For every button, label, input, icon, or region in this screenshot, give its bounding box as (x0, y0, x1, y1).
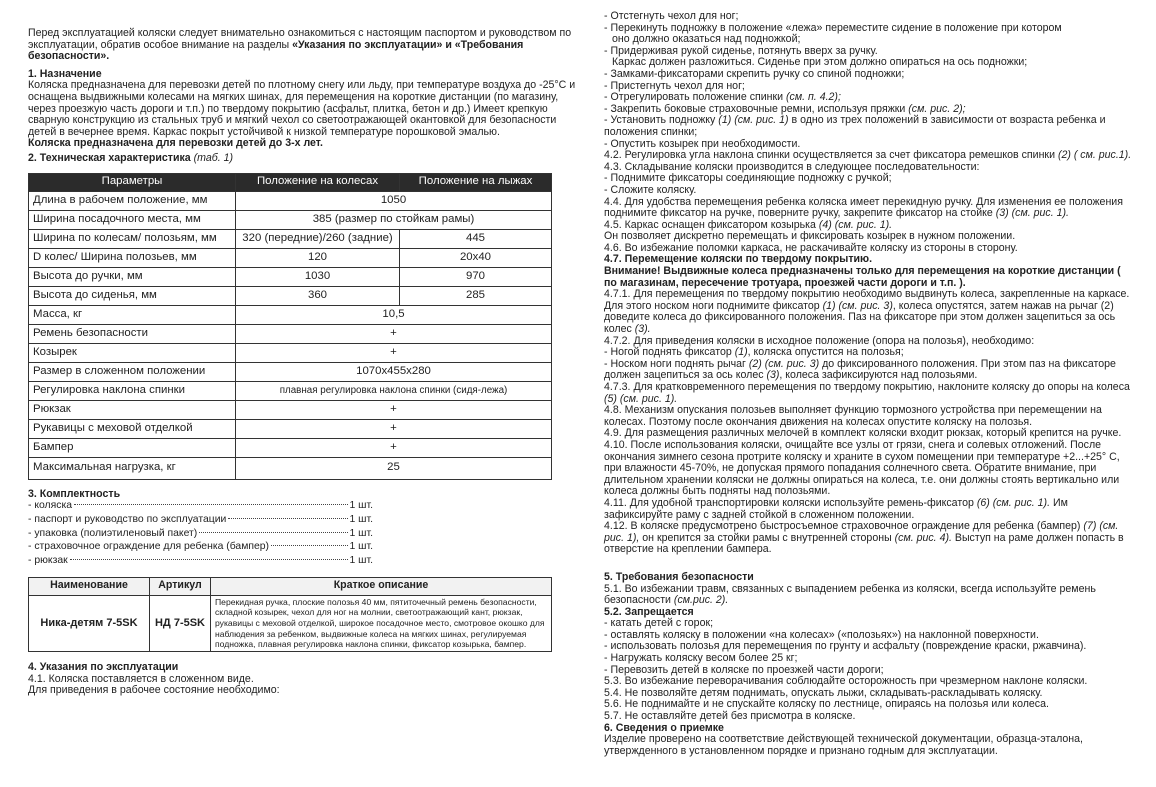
list-item: - использовать полозья для перемещения по грунту и асфальту (повреждение краски, ржавчина). (604, 640, 1087, 653)
list-item: - коляска 1 шт. (28, 500, 373, 512)
product-header-description: Краткое описание (211, 577, 552, 595)
section-5-title: 5. Требования безопасности (604, 570, 754, 583)
left-column (28, 28, 578, 697)
table-row: Регулировка наклона спинки плавная регулировка наклона спинки (сидя-лежа) (29, 381, 552, 400)
step-line: - Отстегнуть чехол для ног; (604, 10, 739, 22)
step-line: - Носком ноги поднять рычаг (2) (см. рис. 3) до фиксированного положения. При этом паз на фиксаторе должен зацепиться за ось колес (3), колеса зафиксируются над полозьями. (604, 357, 1116, 382)
product-header-article: Артикул (150, 577, 211, 595)
section-6-title: 6. Сведения о приемке (604, 721, 724, 734)
paragraph-4-3: 4.3. Складывание коляски производится в следующее последовательности: (604, 160, 980, 173)
table-row: Ширина посадочного места, мм 385 (размер по стойкам рамы) (29, 210, 552, 229)
list-item: - Нагружать коляску весом более 25 кг; (604, 652, 798, 665)
spec-table (28, 173, 552, 480)
step-line: - Замками-фиксаторами скрепить ручку со спиной подножки; (604, 67, 905, 80)
spec-table-header (29, 173, 552, 191)
step-line: оно должно оказаться над подножкой; (612, 33, 801, 46)
table-row: Размер в сложенном положении 1070x455x280 (29, 362, 552, 381)
product-description: Перекидная ручка, плоские полозья 40 мм, пятиточечный ремень безопасности, складной козырек, чехол для ног на молнии, светоотражающий кант, рюкзак, рукавицы с меховой отделкой, широкое посадочное место, смотровое окошко для наблюдения за ребенком, выдвижные колеса на мягких шинах, регулируемая подножка, плавная регулировка наклона спинки, фиксатор козырька, бампер. (211, 595, 552, 652)
paragraph-6: Изделие проверено на соответствие действующей технической документации, образца-эталона, утвержденного в установленном порядке и признано годным для эксплуатации. (604, 733, 1083, 757)
spec-header-wheels: Положение на колесах (236, 173, 400, 191)
product-header-name: Наименование (29, 577, 150, 595)
product-table (28, 577, 552, 653)
table-row: Ширина по колесам/ полозьям, мм 320 (передние)/260 (задние) 445 (29, 229, 552, 248)
table-row: Длина в рабочем положение, мм 1050 (29, 191, 552, 210)
paragraph-4-11: 4.11. Для удобной транспортировки коляски используйте ремень-фиксатор (6) (см. рис. 1). Им зафиксируйте раму с задней стойкой в сложенном положении. (604, 496, 1068, 521)
paragraph-5-6: 5.6. Не поднимайте и не спускайте коляску по лестнице, опираясь на полозья или колеса. (604, 698, 1049, 711)
section-1-bold: Коляска предназначена для перевозки детей до 3-х лет. (28, 137, 323, 150)
section-4-p2: Для приведения в рабочее состояние необходимо: (28, 684, 280, 697)
product-article: НД 7-5SK (150, 595, 211, 652)
paragraph-4-7-3: 4.7.3. Для кратковременного перемещения по твердому покрытию, наклоните коляску до опоры на колеса (5) (см. рис. 1). (604, 381, 1130, 405)
table-row: Высота до ручки, мм 1030 970 (29, 267, 552, 286)
paragraph-4-7-title: 4.7. Перемещение коляски по твердому покрытию. (604, 253, 873, 266)
paragraph-4-12: 4.12. В коляске предусмотрено быстросъемное страховочное ограждение для ребенка (бампер) (7) (см. рис. 1), он крепится за стойки рамы с внутренней стороны (см. рис. 4). Выступ на раме должен попасть в отверстие на креплении бампера. (604, 520, 1124, 556)
paragraph-4-10: 4.10. После использования коляски, очищайте все узлы от грязи, снега и солевых отложений. После окончания зимнего сезона протрите коляску и храните в сухом помещении при температуре +2...+25° С, при влажности 45-70%, не допуская прямого попадания солнечного света. Обратите внимание, при длительном хранении коляски не должны опираться на колеса, т.е. они должны стоять вертикально или колеса должны быть подняты над полозьями. (604, 438, 1120, 498)
spec-header-skis: Положение на лыжах (400, 173, 552, 191)
completeness-list (28, 500, 373, 568)
warning-text: Внимание! Выдвижные колеса предназначены только для перемещения на короткие дистанции ( по магазинам, пересечение тротуара, проезжей части дороги и т.п. ). (604, 265, 1121, 289)
paragraph-4-6: 4.6. Во избежание поломки каркаса, не раскачивайте коляску из стороны в сторону. (604, 241, 1018, 254)
paragraph-5-3: 5.3. Во избежание переворачивания соблюдайте осторожность при чрезмерном наклоне коляски. (604, 675, 1088, 688)
list-item: - страховочное ограждение для ребенка (бампер) 1 шт. (28, 541, 373, 553)
product-table-header (29, 577, 552, 595)
step-line: - Отрегулировать положение спинки (см. п. 4.2); (604, 91, 841, 104)
paragraph-5-1: 5.1. Во избежании травм, связанных с выпадением ребенка из коляски, всегда используйте ремень безопасности (см.рис. 2). (604, 582, 1096, 607)
section-4-p1: 4.1. Коляска поставляется в сложенном виде. (28, 672, 254, 685)
right-column (604, 11, 1132, 757)
spec-header-params: Параметры (29, 173, 236, 191)
table-row: Козырек + (29, 343, 552, 362)
section-5-2-title: 5.2. Запрещается (604, 605, 694, 618)
paragraph-4-4: 4.4. Для удобства перемещения ребенка коляска имеет перекидную ручку. Для изменения ее положения поднимите фиксатор на ручке, поверните ручку, закрепите фиксатор на стойке (3) (см. рис. 1). (604, 195, 1123, 220)
paragraph-4-8: 4.8. Механизм опускания полозьев выполняет функцию тормозного устройства при перемещении на колесах. Поэтому после окончания движения на колесах опустите коляску на полозья. (604, 404, 1102, 428)
table-row: Высота до сиденья, мм 360 285 (29, 286, 552, 305)
section-1-title: 1. Назначение (28, 67, 102, 80)
step-line: - Ногой поднять фиксатор (1), коляска опустится на полозья; (604, 346, 904, 359)
paragraph-4-7-1: 4.7.1. Для перемещения по твердому покрытию необходимо выдвинуть колеса, закрепленные на каркасе. Для этого носком ноги поднимите фиксатор (1) (см. рис. 3), колеса опустятся, затем нажав на рычаг (2) доведите колеса до фиксированного положения. Паз на фиксаторе при этом должен зацепиться за ось колес (3). (604, 288, 1130, 336)
table-row: Ремень безопасности + (29, 324, 552, 343)
product-name: Ника-детям 7-5SK (29, 595, 150, 652)
step-line: - Установить подножку (1) (см. рис. 1) в одно из трех положений в зависимости от возраста ребенка и положения спинки; (604, 114, 1106, 138)
paragraph-4-9: 4.9. Для размещения различных мелочей в комплект коляски входит рюкзак, который крепится на ручке. (604, 427, 1122, 440)
section-2-title: 2. Техническая характеристика (таб. 1) (28, 151, 234, 164)
list-item: - упаковка (полиэтиленовый пакет) 1 шт. (28, 527, 373, 539)
step-line: Каркас должен разложиться. Сиденье при этом должно опираться на ось подножки; (612, 56, 1028, 69)
step-line: - Закрепить боковые страховочные ремни, используя пряжки (см. рис. 2); (604, 102, 966, 115)
step-line: - Сложите коляску. (604, 183, 697, 196)
paragraph-5-4: 5.4. Не позволяйте детям поднимать, опускать лыжи, складывать-раскладывать коляску. (604, 686, 1043, 699)
table-row: Масса, кг 10,5 (29, 305, 552, 324)
list-item: - Перевозить детей в коляске по проезжей части дороги; (604, 663, 884, 676)
table-row: Рукавицы с меховой отделкой + (29, 419, 552, 438)
paragraph-4-5: 4.5. Каркас оснащен фиксатором козырька (4) (см. рис. 1). (604, 218, 893, 231)
list-item: - паспорт и руководство по эксплуатации 1 шт. (28, 513, 373, 525)
paragraph-4-5b: Он позволяет дискретно перемещать и фиксировать козырек в нужном положении. (604, 230, 1016, 243)
paragraph-5-7: 5.7. Не оставляйте детей без присмотра в коляске. (604, 710, 856, 723)
intro-bold: «Указания по эксплуатации» и «Требования безопасности». (28, 38, 524, 63)
list-item: - оставлять коляску в положении «на колесах» («полозьях») на наклонной поверхности. (604, 628, 1039, 641)
step-line: - Пристегнуть чехол для ног; (604, 79, 745, 92)
list-item: - рюкзак 1 шт. (28, 554, 373, 566)
list-item: - катать детей с горок; (604, 617, 714, 630)
step-line: - Поднимите фиксаторы соединяющие подножку с ручкой; (604, 172, 892, 185)
section-4-title: 4. Указания по эксплуатации (28, 661, 179, 674)
step-line: - Придерживая рукой сиденье, потянуть вверх за ручку. (604, 44, 878, 57)
section-3-title: 3. Комплектность (28, 487, 121, 500)
table-row: Максимальная нагрузка, кг 25 (29, 457, 552, 479)
paragraph-4-2: 4.2. Регулировка угла наклона спинки осуществляется за счет фиксатора ремешков спинки (2) ( см. рис.1). (604, 149, 1132, 162)
table-row: Рюкзак + (29, 400, 552, 419)
step-line: - Перекинуть подножку в положение «лежа» переместите сидение в положение при котором (604, 21, 1062, 34)
section-1-text: Коляска предназначена для перевозки детей по плотному снегу или льду, при температуре воздуха до -25°С и оснащена выдвижными колесами на мягких шинах, для перемещения на короткие дистанции (по магазину, через проезжую часть дороги и т.п.) по твердому покрытию (асфальт, плитка, бетон и др.) Имеет крепкую сварную конструкцию из стальных труб и мягкий чехол со светоотражающей окантовкой для безопасности детей в вечернее время. Каркас покрыт устойчивой к низкой температуре порошковой эмалью. (28, 79, 576, 138)
table-row: D колес/ Ширина полозьев, мм 120 20х40 (29, 248, 552, 267)
table-row (29, 595, 552, 652)
table-row: Бампер + (29, 438, 552, 457)
paragraph-4-7-2: 4.7.2. Для приведения коляски в исходное положение (опора на полозья), необходимо: (604, 334, 1035, 347)
step-line: - Опустить козырек при необходимости. (604, 137, 801, 150)
intro-paragraph: Перед эксплуатацией коляски следует внимательно ознакомиться с настоящим паспортом и руководством по эксплуатации, обратив особое внимание на разделы «Указания по эксплуатации» и «Требования безопасности». (28, 27, 572, 63)
